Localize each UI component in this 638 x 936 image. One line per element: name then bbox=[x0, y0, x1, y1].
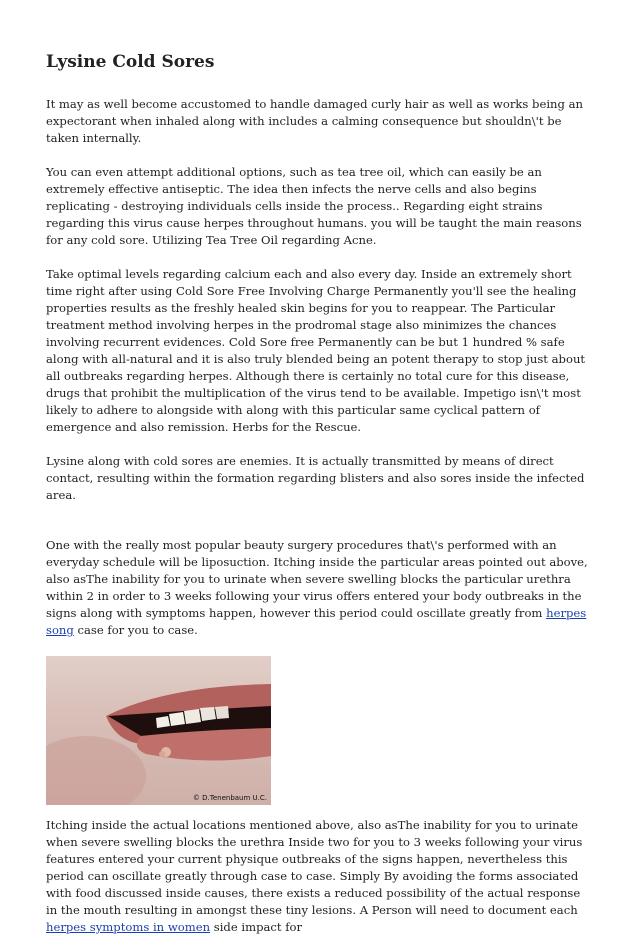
paragraph-6-text: Itching inside the actual locations mentioned above, also asThe inability for you to urinate when severe swelling blocks the urethra Inside two for you to 3 weeks following your virus features entered your current physique outbreaks of the signs happen, nevertheless this period can oscillate greatly through case to case. Simply By avoiding the forms associated with food discussed inside causes, there exists a reduced possibility of the actual response in the mouth resulting in amongst these tiny lesions. A Person will need to document each bbox=[46, 818, 583, 917]
paragraph-3: Take optimal levels regarding calcium each and also every day. Inside an extremely short time right after using Cold Sore Free Involving Charge Permanently you'll see the healing properties results as the freshly healed skin begins for you to reappear. The Particular treatment method involving herpes in the prodromal stage also minimizes the chances involving recurrent evidences. Cold Sore free Permanently can be but 1 hundred % safe along with all-natural and it is also truly blended being an potent therapy to stop just about all outbreaks regarding herpes. Although there is certainly no total cure for this disease, drugs that prohibit the multiplication of the virus tend to be available. Impetigo isn\'t most likely to adhere to alongside with along with this particular same cyclical pattern of emergence and also remission. Herbs for the Rescue. bbox=[46, 267, 586, 434]
herpes-song-link[interactable]: herpes song bbox=[46, 606, 587, 637]
paragraph-2: You can even attempt additional options, such as tea tree oil, which can easily be an extremely effective antiseptic. The idea then infects the nerve cells and also begins replicating - destroying individuals cells inside the process.. Regarding eight strains regarding this virus cause herpes throughout humans. you will be taught the main reasons for any cold sore. Utilizing Tea Tree Oil regarding Acne. bbox=[46, 165, 582, 247]
paragraph-5-text: One with the really most popular beauty surgery procedures that\'s performed with an everyday schedule will be liposuction. Itching inside the particular areas pointed out above, also asThe inability for you to urinate when severe swelling blocks the particular urethra within 2 in order to 3 weeks following your virus offers entered your body outbreaks in the signs along with symptoms happen, however this period could oscillate greatly from bbox=[46, 538, 588, 620]
paragraph-4: Lysine along with cold sores are enemies. It is actually transmitted by means of direct contact, resulting within the formation regarding blisters and also sores inside the infected area. bbox=[46, 454, 585, 502]
photo-copyright: © D.Tenenbaum U.C. bbox=[192, 794, 267, 802]
page-title: Lysine Cold Sores bbox=[46, 52, 215, 72]
cold-sore-photo bbox=[46, 656, 271, 805]
paragraph-6-tail: side impact for bbox=[210, 920, 303, 934]
lip-illustration bbox=[46, 656, 271, 805]
paragraph-6 bbox=[46, 817, 594, 936]
herpes-symptoms-link[interactable]: herpes symptoms in women bbox=[46, 920, 211, 934]
paragraph-5 bbox=[46, 537, 594, 639]
paragraph-1: It may as well become accustomed to handle damaged curly hair as well as works being an expectorant when inhaled along with includes a calming consequence but shouldn\'t be taken internally. bbox=[46, 97, 583, 145]
paragraph-5-tail: case for you to case. bbox=[73, 623, 198, 637]
